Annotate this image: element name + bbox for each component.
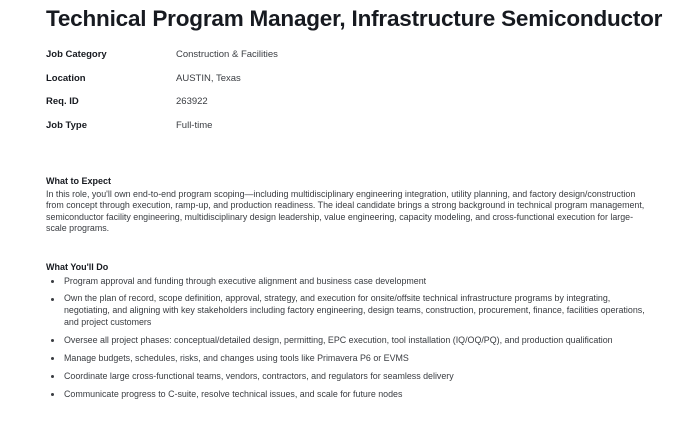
detail-label: Req. ID xyxy=(46,96,79,108)
section-heading: What You'll Do xyxy=(46,262,109,272)
what-to-expect-section xyxy=(46,176,646,235)
detail-row-job-type xyxy=(46,114,646,138)
list-item: Program approval and funding through executive alignment and business case development xyxy=(46,276,646,288)
detail-label: Job Type xyxy=(46,119,87,131)
detail-row-location xyxy=(46,67,646,91)
list-item: Communicate progress to C-suite, resolve technical issues, and scale for future nodes xyxy=(46,389,646,401)
responsibilities-list xyxy=(46,276,646,401)
list-item: Oversee all project phases: conceptual/detailed design, permitting, EPC execution, tool installation (IQ/OQ/PQ), and production qualification xyxy=(46,335,646,347)
list-item: Own the plan of record, scope definition, approval, strategy, and execution for onsite/offsite technical infrastructure programs by integrating, negotiating, and aligning with key stakeholders including factory engineering, design teams, construction, procurement, finance, facilities operations, and project customers xyxy=(46,293,646,328)
detail-label: Location xyxy=(46,72,86,84)
list-item: Manage budgets, schedules, risks, and changes using tools like Primavera P6 or EVMS xyxy=(46,353,646,365)
detail-label: Job Category xyxy=(46,49,107,61)
section-body: In this role, you'll own end-to-end program scoping—including multidisciplinary engineering integration, utility planning, and factory design/construction from concept through execution, ramp-up, and production readiness. The ideal candidate brings a strong background in technical program management, semiconductor facility engineering, multidisciplinary design leadership, value engineering, capacity modeling, and cross-functional execution for large-scale programs. xyxy=(46,188,645,234)
detail-value: 263922 xyxy=(176,96,208,108)
detail-value: Construction & Facilities xyxy=(176,49,278,61)
detail-row-req-id xyxy=(46,90,646,114)
what-youll-do-section xyxy=(46,262,646,407)
section-heading: What to Expect xyxy=(46,176,112,186)
detail-row-job-category xyxy=(46,43,646,67)
detail-value: AUSTIN, Texas xyxy=(176,72,241,84)
list-item: Coordinate large cross-functional teams, vendors, contractors, and regulators for seamless delivery xyxy=(46,371,646,383)
detail-value: Full-time xyxy=(176,119,213,131)
job-details-table xyxy=(46,43,646,137)
job-title: Technical Program Manager, Infrastructure Semiconductor xyxy=(46,6,663,31)
